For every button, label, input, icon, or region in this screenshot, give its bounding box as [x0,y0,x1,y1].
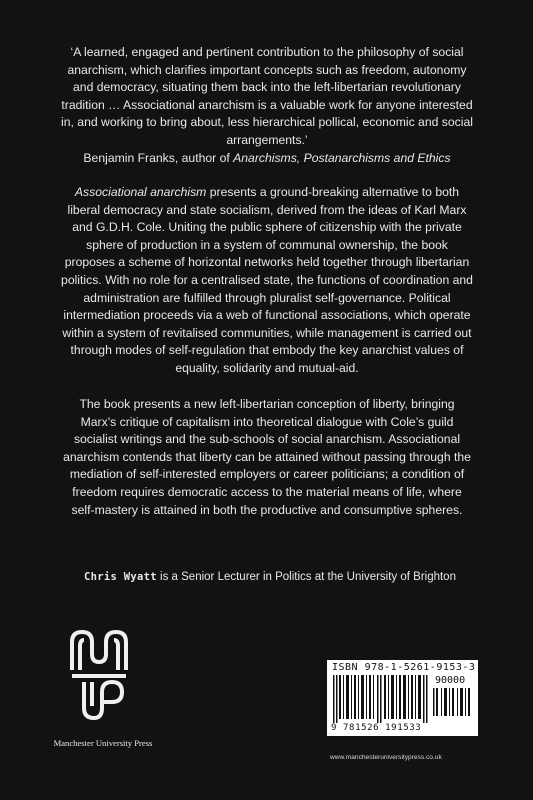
quote-attribution [60,150,474,168]
barcode [327,660,478,736]
isbn-text: ISBN 978-1-5261-9153-3 [332,662,476,673]
attribution-book-title: Anarchisms, Postanarchisms and Ethics [233,150,451,165]
publisher-url: www.manchesteruniversitypress.co.uk [330,754,442,761]
barcode-bars [333,675,429,723]
attribution-prefix: Benjamin Franks, author of [83,150,234,165]
book-title-italic: Associational anarchism [74,185,207,199]
ean-digits: 9 781526 191533 [331,723,422,733]
endorsement-quote [60,44,474,167]
quote-text: ‘A learned, engaged and pertinent contribution to the philosophy of social anarchism, which clarifies important concepts such as freedom, autonomy and democracy, situating them back into the left-libertarian revolutionary tradition … Associational anarchism is a valuable work for anyone interested in, and working to bring about, less hierarchical pollical, economic and social arrangements.’ [61,45,473,147]
author-bio-text: is a Senior Lecturer in Politics at the University of Brighton [156,571,456,583]
description-paragraph-2: The book presents a new left-libertarian conception of liberty, bringing Marx’s critique of capitalism into theoretical dialogue with Cole’s guild socialist writings and the sub-schools of social anarchism. Associational anarchism contends that liberty can be attained without passing through the mediation of self-interested employers or career politicians; a condition of freedom requires democratic access to the material means of life, where self-mastery is attained in both the productive and consumptive spheres. [63,397,471,517]
description-paragraph-1 [60,184,474,378]
publisher-logo-icon [62,626,136,722]
price-code: 90000 [435,675,466,686]
author-name: Chris Wyatt [84,571,157,583]
publisher-name: Manchester University Press [53,738,153,748]
description-p1-text: presents a ground-breaking alternative to both liberal democracy and state socialism, derived from the ideas of Karl Marx and G.D.H. Cole. Uniting the public sphere of citizenship with the private sphere of production in a system of communal ownership, the book proposes a scheme of horizontal networks held together through libertarian politics. With no role for a centralised state, the functions of coordination and administration are fulfilled through pluralist self-governance. Political intermediation proceeds via a web of functional associations, which operate within a system of revitalised communities, while management is carried out through modes of self-regulation that embody the key anarchist values of equality, solidarity and mutual-aid. [61,185,473,375]
price-barcode-bars [433,688,473,716]
author-bio [40,571,500,583]
